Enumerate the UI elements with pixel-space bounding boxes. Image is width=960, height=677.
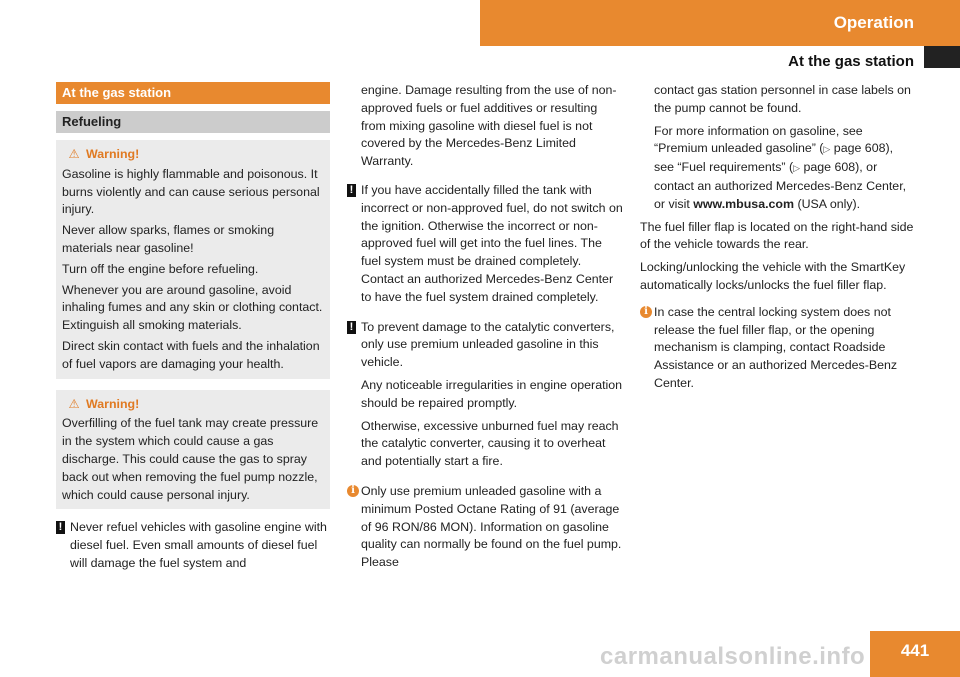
note-text: In case the central locking system does not release the fuel filler flap, or the opening mechanism is clamping, contact Roadside Assistance or an authorized Mercedes-Benz Center. xyxy=(654,304,898,390)
section-title: At the gas station xyxy=(56,82,330,104)
warning-paragraph: Direct skin contact with fuels and the inhalation of fuel vapors are damaging your health. xyxy=(62,338,320,371)
warning-title: ⚠ Warning! xyxy=(62,396,324,414)
note-text: Never refuel vehicles with gasoline engine with diesel fuel. Even small amounts of diesel fuel will damage the fuel system and xyxy=(70,520,327,570)
caution-exclamation-icon: ! xyxy=(347,184,356,197)
chapter-header: Operation xyxy=(480,0,960,46)
paragraph: Locking/unlocking the vehicle with the SmartKey automatically locks/unlocks the fuel filler flap. xyxy=(640,260,906,292)
paragraph: The fuel filler flap is located on the right-hand side of the vehicle towards the rear. xyxy=(640,219,914,252)
header-marker xyxy=(924,46,960,68)
page-reference-arrow-icon: ▷ xyxy=(793,163,801,174)
column-3 xyxy=(640,82,916,399)
warning-paragraph: Turn off the engine before refueling. xyxy=(62,261,259,276)
caution-note xyxy=(56,519,330,572)
column-2 xyxy=(347,82,623,578)
page-reference-arrow-icon: ▷ xyxy=(823,144,831,155)
warning-paragraph: Never allow sparks, flames or smoking materials near gasoline! xyxy=(62,223,275,255)
page-reference[interactable]: page 608 xyxy=(833,141,886,156)
warning-triangle-icon: ⚠ xyxy=(68,396,80,411)
warning-title: ⚠ Warning! xyxy=(62,146,324,164)
caution-note xyxy=(347,319,623,471)
caution-exclamation-icon: ! xyxy=(56,521,65,534)
info-note xyxy=(347,483,623,572)
watermark: carmanualsonline.info xyxy=(600,643,866,670)
note-text: Otherwise, excessive unburned fuel may reach the catalytic converter, causing it to overheat and potentially start a fire. xyxy=(361,418,619,469)
more-info-text: For more information on gasoline, see “Premium unleaded gasoline” (▷ page 608), see “Fuel requirements” (▷ page 608), or contact an authorized Mercedes-Benz Center, or visit www.mbusa.com (USA only). xyxy=(654,123,907,211)
note-text: To prevent damage to the catalytic converters, only use premium unleaded gasoline in this vehicle. xyxy=(361,319,615,370)
warning-box-2 xyxy=(56,390,330,510)
page-reference[interactable]: page 608 xyxy=(803,160,856,175)
info-icon: i xyxy=(347,485,359,497)
warning-triangle-icon: ⚠ xyxy=(68,147,80,161)
continued-text: engine. Damage resulting from the use of non-approved fuels or fuel additives or resulting from mixing gasoline with diesel fuel is not covered by the Mercedes-Benz Limited Warranty. xyxy=(361,83,617,169)
warning-paragraph: Overfilling of the fuel tank may create pressure in the system which could cause a gas discharge. This could cause the gas to spray back out when removing the fuel pump nozzle, which could cause personal injury. xyxy=(62,416,319,502)
warning-box-1 xyxy=(56,140,330,379)
continued-text: contact gas station personnel in case labels on the pump cannot be found. xyxy=(654,83,911,115)
warning-paragraph: Gasoline is highly flammable and poisonous. It burns violently and can cause serious personal injury. xyxy=(62,166,320,217)
info-icon: i xyxy=(640,306,652,318)
column-1 xyxy=(56,82,330,579)
note-text: Any noticeable irregularities in engine operation should be repaired promptly. xyxy=(361,377,623,410)
page-number: 441 xyxy=(870,631,960,677)
caution-exclamation-icon: ! xyxy=(347,321,356,334)
caution-note xyxy=(347,182,623,307)
website-link[interactable]: www.mbusa.com xyxy=(693,196,795,211)
subsection-title: Refueling xyxy=(56,111,330,133)
note-text: Only use premium unleaded gasoline with a minimum Posted Octane Rating of 91 (average of 96 RON/86 MON). Information on gasoline quality can normally be found on the fuel pump. Please xyxy=(361,483,622,570)
warning-paragraph: Whenever you are around gasoline, avoid inhaling fumes and any skin or clothing contact. Extinguish all smoking materials. xyxy=(62,282,323,333)
info-note xyxy=(640,304,916,393)
section-header: At the gas station xyxy=(788,53,914,70)
note-text: If you have accidentally filled the tank with incorrect or non-approved fuel, do not switch on the ignition. Otherwise the incorrect or non-approved fuel will get into the fuel lines. The fuel system must be drained completely. Contact an authorized Mercedes-Benz Center to have the fuel system drained completely. xyxy=(361,182,623,304)
